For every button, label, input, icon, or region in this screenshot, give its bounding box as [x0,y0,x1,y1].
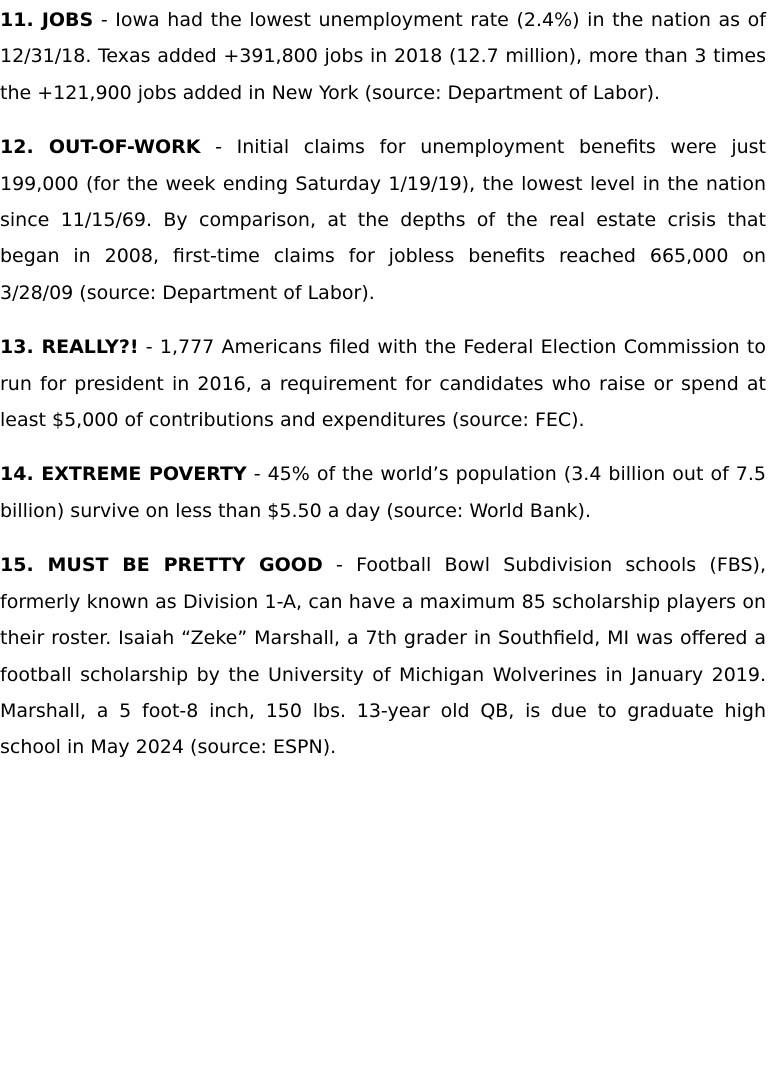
item-must-be-pretty-good [0,547,766,765]
item-text: - Football Bowl Subdivision schools (FBS), formerly known as Division 1-A, can have a maximum 85 scholarship players on their roster. Isaiah “Zeke” Marshall, a 7th grader in Southfield, MI was offered a football scholarship by the University of Michigan Wolverines in January 2019. Marshall, a 5 foot-8 inch, 150 lbs. 13-year old QB, is due to graduate high school in May 2024 (source: ESPN). [0,554,766,759]
item-heading: 15. MUST BE PRETTY GOOD [0,554,323,577]
item-text: - 45% of the world’s population (3.4 billion out of 7.5 billion) survive on less than $5.50 a day (source: World Bank). [0,463,766,522]
item-heading: 13. REALLY?! [0,336,139,359]
item-jobs [0,2,766,111]
item-extreme-poverty [0,456,766,529]
item-heading: 12. OUT-OF-WORK [0,136,201,159]
item-text: - 1,777 Americans filed with the Federal Election Commission to run for president in 2016, a requirement for candidates who raise or spend at least $5,000 of contributions and expenditures (source: FEC). [0,336,766,432]
item-really [0,329,766,438]
item-heading: 14. EXTREME POVERTY [0,463,247,486]
item-text: - Iowa had the lowest unemployment rate (2.4%) in the nation as of 12/31/18. Texas added +391,800 jobs in 2018 (12.7 million), more than 3 times the +121,900 jobs added in New York (source: Department of Labor). [0,9,766,104]
item-out-of-work [0,129,766,311]
item-text: - Initial claims for unemployment benefits were just 199,000 (for the week ending Saturday 1/19/19), the lowest level in the nation since 11/15/69. By comparison, at the depths of the real estate crisis that began in 2008, first-time claims for jobless benefits reached 665,000 on 3/28/09 (source: Department of Labor). [0,136,766,304]
item-heading: 11. JOBS [0,9,94,31]
